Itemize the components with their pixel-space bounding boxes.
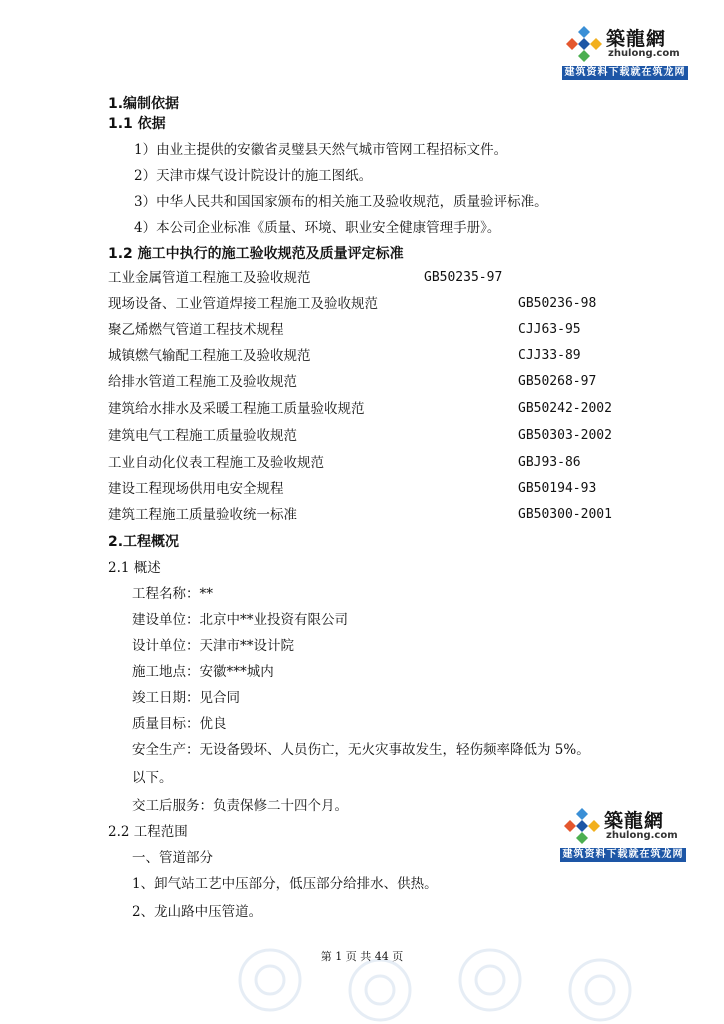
overview-item: 质量目标：优良 bbox=[132, 716, 227, 732]
section-1-heading: 1.编制依据 bbox=[108, 96, 180, 112]
logo-name: 築龍網 bbox=[604, 810, 665, 832]
logo-diamond-icon bbox=[562, 806, 602, 846]
section-2-heading: 2.工程概况 bbox=[108, 534, 180, 550]
standard-name: 城镇燃气输配工程施工及验收规范 bbox=[108, 348, 311, 364]
standard-code: CJJ33-89 bbox=[518, 348, 581, 363]
standard-code: GB50235-97 bbox=[424, 270, 503, 285]
standard-code: CJJ63-95 bbox=[518, 322, 581, 337]
basis-item: 3）中华人民共和国国家颁布的相关施工及验收规范，质量验评标准。 bbox=[134, 194, 548, 210]
overview-item: 建设单位：北京中**业投资有限公司 bbox=[132, 612, 348, 628]
logo-slogan: 建筑资料下载就在筑龙网 bbox=[560, 848, 686, 862]
standard-name: 工业金属管道工程施工及验收规范 bbox=[108, 270, 311, 286]
logo-diamond-icon bbox=[564, 24, 604, 64]
scope-item: 1、卸气站工艺中压部分，低压部分给排水、供热。 bbox=[132, 876, 438, 892]
overview-item: 设计单位：天津市**设计院 bbox=[132, 638, 294, 654]
section-1-1-heading: 1.1 依据 bbox=[108, 116, 166, 132]
logo-url: zhulong.com bbox=[608, 48, 680, 59]
overview-item: 以下。 bbox=[132, 770, 173, 786]
logo-name: 築龍網 bbox=[606, 28, 667, 50]
section-1-2-heading: 1.2 施工中执行的施工验收规范及质量评定标准 bbox=[108, 246, 404, 262]
page-footer: 第 1 页 共 44 页 bbox=[320, 950, 404, 963]
standard-code: GB50194-93 bbox=[518, 481, 597, 496]
section-2-1-heading: 2.1 概述 bbox=[108, 560, 161, 576]
section-2-2-heading: 2.2 工程范围 bbox=[108, 824, 188, 840]
standard-name: 建筑电气工程施工质量验收规范 bbox=[108, 428, 297, 444]
standard-name: 给排水管道工程施工及验收规范 bbox=[108, 374, 297, 390]
basis-item: 2）天津市煤气设计院设计的施工图纸。 bbox=[134, 168, 373, 184]
overview-item: 工程名称：** bbox=[132, 586, 213, 602]
standard-code: GB50303-2002 bbox=[518, 428, 612, 443]
standard-name: 建设工程现场供用电安全规程 bbox=[108, 481, 284, 497]
scope-item: 2、龙山路中压管道。 bbox=[132, 904, 263, 920]
standard-code: GBJ93-86 bbox=[518, 455, 581, 470]
logo-url: zhulong.com bbox=[606, 830, 678, 841]
logo-mid bbox=[560, 804, 686, 862]
overview-item: 竣工日期：见合同 bbox=[132, 690, 240, 706]
standard-name: 现场设备、工业管道焊接工程施工及验收规范 bbox=[108, 296, 378, 312]
standard-name: 建筑工程施工质量验收统一标准 bbox=[108, 507, 297, 523]
standard-name: 工业自动化仪表工程施工及验收规范 bbox=[108, 455, 324, 471]
basis-item: 1）由业主提供的安徽省灵璧县天然气城市管网工程招标文件。 bbox=[134, 142, 508, 158]
basis-item: 4）本公司企业标准《质量、环境、职业安全健康管理手册》。 bbox=[134, 220, 501, 236]
overview-item: 交工后服务：负责保修二十四个月。 bbox=[132, 798, 348, 814]
standard-code: GB50242-2002 bbox=[518, 401, 612, 416]
logo-top bbox=[562, 22, 688, 80]
overview-item: 安全生产：无设备毁坏、人员伤亡，无火灾事故发生，轻伤频率降低为 5%。 bbox=[132, 742, 590, 758]
overview-item: 施工地点：安徽***城内 bbox=[132, 664, 274, 680]
standard-code: GB50236-98 bbox=[518, 296, 597, 311]
standard-code: GB50268-97 bbox=[518, 374, 597, 389]
standard-name: 聚乙烯燃气管道工程技术规程 bbox=[108, 322, 284, 338]
standard-code: GB50300-2001 bbox=[518, 507, 612, 522]
scope-item: 一、管道部分 bbox=[132, 850, 213, 866]
logo-slogan: 建筑资料下载就在筑龙网 bbox=[562, 66, 688, 80]
standard-name: 建筑给水排水及采暖工程施工质量验收规范 bbox=[108, 401, 365, 417]
